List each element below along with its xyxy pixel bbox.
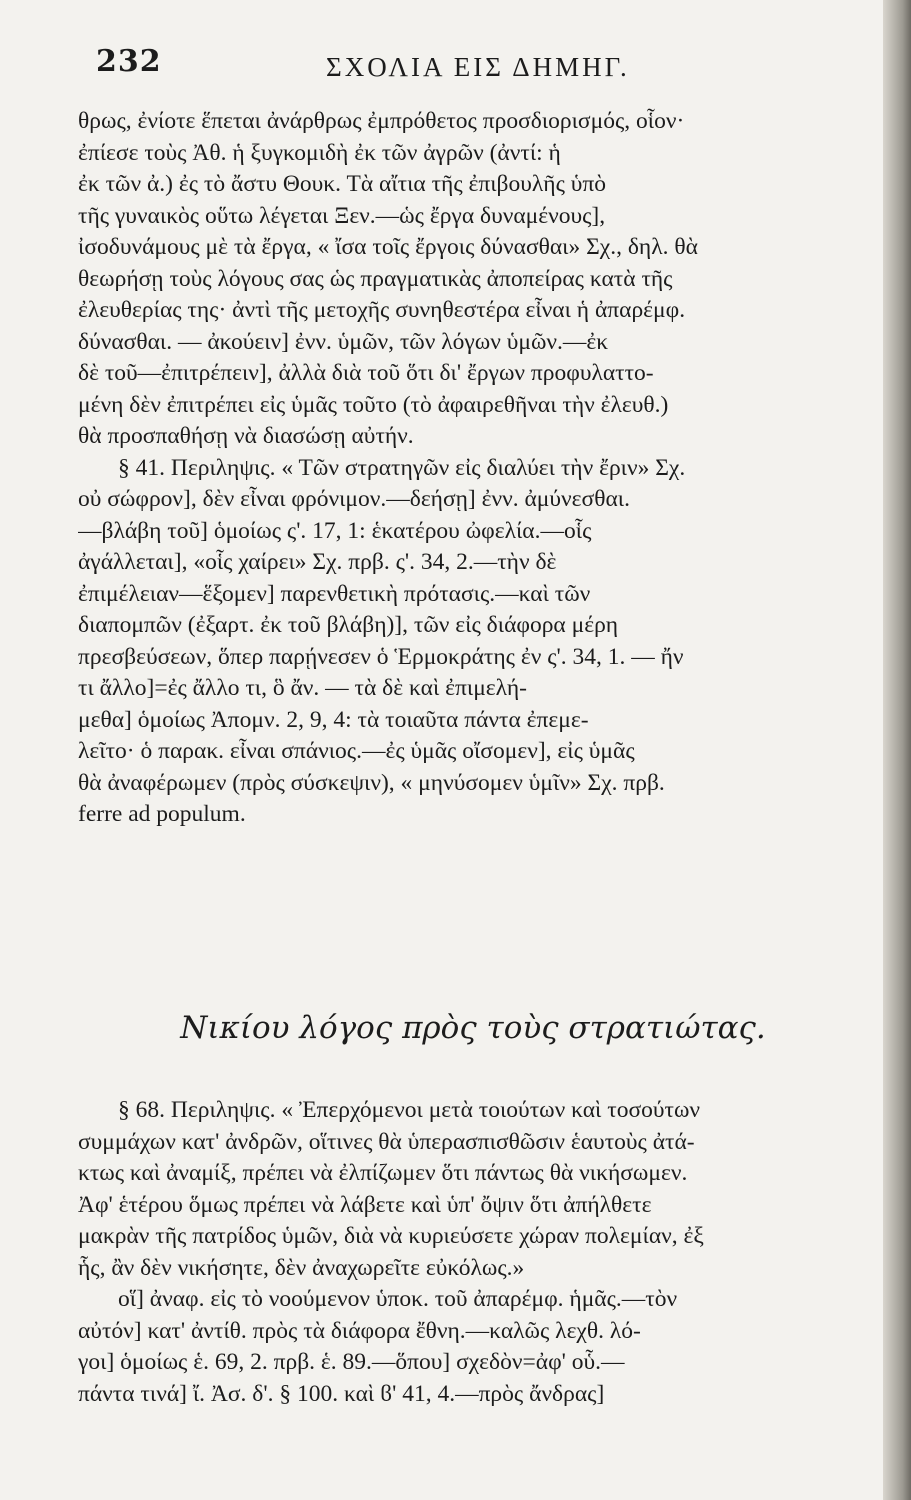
text-line: οὐ σώφρον], δὲν εἶναι φρόνιμον.—δεήσῃ] ἐνν. ἀμύνεσθαι. bbox=[78, 486, 630, 512]
text-line: αὐτόν] κατ' ἀντίθ. πρὸς τὰ διάφορα ἔθνη.—καλῶς λεχθ. λό- bbox=[78, 1317, 641, 1344]
text-line: θεωρήσῃ τοὺς λόγους σας ὡς πραγματικὰς ἀποπείρας κατὰ τῆς bbox=[78, 265, 673, 292]
page-number: 232 bbox=[96, 44, 162, 79]
text-line: συμμάχων κατ' ἀνδρῶν, οἵτινες θὰ ὑπερασπισθῶσιν ἑαυτοὺς ἀτά- bbox=[78, 1128, 695, 1155]
text-line: γοι] ὁμοίως ἑ. 69, 2. πρβ. ἑ. 89.—ὅπου] σχεδὸν=ἀφ' οὗ.— bbox=[78, 1349, 625, 1375]
text-line: πάντα τινά] ἴ. Ἀσ. δ'. § 100. καὶ ϐ' 41, 4.—πρὸς ἄνδρας] bbox=[78, 1380, 605, 1407]
commentary-block-2 bbox=[78, 1095, 868, 1410]
page-edge-shadow bbox=[883, 0, 911, 1500]
text-line: δὲ τοῦ—ἐπιτρέπειν], ἀλλὰ διὰ τοῦ ὅτι δι' ἔργων προφυλαττο- bbox=[78, 360, 654, 386]
running-head: ΣΧΟΛΙΑ ΕΙΣ ΔΗΜΗΓ. bbox=[326, 52, 630, 82]
text-line: ἐλευθερίας της· ἀντὶ τῆς μετοχῆς συνηθεστέρα εἶναι ἡ ἀπαρέμφ. bbox=[78, 297, 686, 323]
text-line: ἧς, ἂν δὲν νικήσητε, δὲν ἀναχωρεῖτε εὐκόλως.» bbox=[78, 1254, 525, 1281]
text-line: δύνασθαι. — ἀκούειν] ἐνν. ὑμῶν, τῶν λόγων ὑμῶν.—ἐκ bbox=[78, 328, 609, 355]
text-line: ferre ad populum. bbox=[78, 801, 246, 827]
text-line: μακρὰν τῆς πατρίδος ὑμῶν, διὰ νὰ κυριεύσετε χώραν πολεμίαν, ἐξ bbox=[78, 1223, 704, 1249]
text-line: ἐκ τῶν ἀ.) ἐς τὸ ἄστυ Θουκ. Τὰ αἴτια τῆς ἐπιβουλῆς ὑπὸ bbox=[78, 171, 607, 197]
text-line: ἰσοδυνάμους μὲ τὰ ἔργα, « ἴσα τοῖς ἔργοις δύνασθαι» Σχ., δηλ. θὰ bbox=[78, 234, 698, 260]
text-line: θὰ ἀναφέρωμεν (πρὸς σύσκεψιν), « μηνύσομεν ὑμῖν» Σχ. πρβ. bbox=[78, 769, 665, 796]
speech-heading: Νικίου λόγος πρὸς τοὺς στρατιώτας. bbox=[180, 1010, 766, 1046]
section-41-first-line: § 41. Περιληψις. « Τῶν στρατηγῶν εἰς διαλύει τὴν ἔριν» Σχ. bbox=[118, 454, 686, 481]
text-line: κτως καὶ ἀναμίξ, πρέπει νὰ ἐλπίζωμεν ὅτι πάντως θὰ νικήσωμεν. bbox=[78, 1160, 688, 1186]
text-line: —βλάβη τοῦ] ὁμοίως ς'. 17, 1: ἑκατέρου ὠφελία.—οἷς bbox=[78, 517, 592, 544]
text-line: θρως, ἐνίοτε ἕπεται ἀνάρθρως ἐμπρόθετος προσδιορισμός, οἷον· bbox=[78, 108, 685, 134]
text-line: θὰ προσπαθήσῃ νὰ διασώσῃ αὐτήν. bbox=[78, 423, 414, 449]
text-line: λεῖτο· ὁ παρακ. εἶναι σπάνιος.—ἐς ὑμᾶς οἴσομεν], εἰς ὑμᾶς bbox=[78, 738, 635, 764]
text-line: ἐπίεσε τοὺς Ἀθ. ἡ ξυγκομιδὴ ἐκ τῶν ἀγρῶν (ἀντί: ἡ bbox=[78, 139, 561, 166]
text-line: ἐπιμέλειαν—ἕξομεν] παρενθετικὴ πρότασις.—καὶ τῶν bbox=[78, 580, 591, 607]
text-line: ἀγάλλεται], «οἷς χαίρει» Σχ. πρβ. ς'. 34, 2.—τὴν δὲ bbox=[78, 549, 557, 575]
commentary-block-1 bbox=[78, 106, 868, 831]
section-68-first-line: § 68. Περιληψις. « Ἐπερχόμενοι μετὰ τοιούτων καὶ τοσούτων bbox=[118, 1097, 701, 1123]
text-line: τι ἄλλο]=ἐς ἄλλο τι, ὃ ἄν. — τὰ δὲ καὶ ἐπιμελή- bbox=[78, 675, 527, 701]
text-line: οἵ] ἀναφ. εἰς τὸ νοούμενον ὑποκ. τοῦ ἀπαρέμφ. ἡμᾶς.—τὸν bbox=[118, 1286, 678, 1312]
text-line: μεθα] ὁμοίως Ἀπομν. 2, 9, 4: τὰ τοιαῦτα πάντα ἐπεμε- bbox=[78, 706, 589, 733]
text-line: τῆς γυναικὸς οὕτω λέγεται Ξεν.—ὡς ἔργα δυναμένους], bbox=[78, 202, 606, 229]
page-header bbox=[96, 44, 866, 92]
text-line: Ἀφ' ἑτέρου ὅμως πρέπει νὰ λάβετε καὶ ὑπ' ὄψιν ὅτι ἀπήλθετε bbox=[78, 1191, 652, 1218]
text-line: μένη δὲν ἐπιτρέπει εἰς ὑμᾶς τοῦτο (τὸ ἀφαιρεθῆναι τὴν ἐλευθ.) bbox=[78, 391, 669, 418]
text-line: διαπομπῶν (ἐξαρτ. ἐκ τοῦ βλάβη)], τῶν εἰς διάφορα μέρη bbox=[78, 612, 619, 638]
text-line: πρεσβεύσεων, ὅπερ παρῄνεσεν ὁ Ἑρμοκράτης ἐν ς'. 34, 1. — ἤν bbox=[78, 643, 684, 670]
